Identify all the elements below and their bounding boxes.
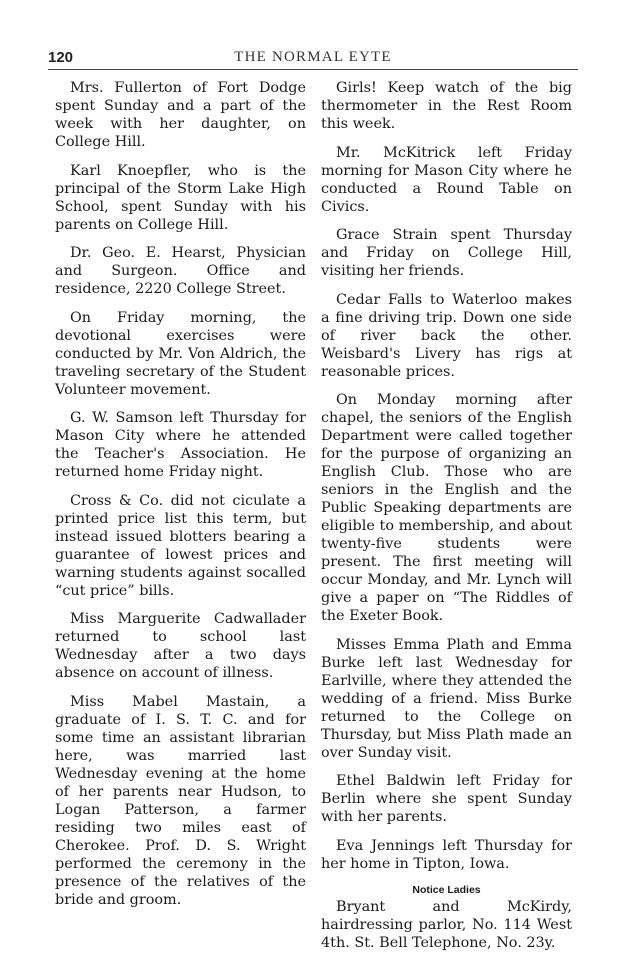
page-header [48,49,578,69]
news-item-baldwin: Ethel Baldwin left Friday for Berlin where she spent Sunday with her parents. [321,773,572,825]
news-item-devotional: On Friday morning, the devotional exercises were conducted by Mr. Von Aldrich, the traveling secretary of the Student Volunteer movement. [55,309,306,398]
news-item-cross-co: Cross & Co. did not ciculate a printed price list this term, but instead issued blotters bearing a guarantee of lowest prices and warning students against socalled “cut price” bills. [55,492,306,599]
right-column [321,79,572,963]
header-rule [48,69,578,70]
news-item-fullerton: Mrs. Fullerton of Fort Dodge spent Sunday and a part of the week with her daughter, on College Hill. [55,80,306,150]
news-item-jennings: Eva Jennings left Thursday for her home in Tipton, Iowa. [321,837,572,872]
news-item-samson: G. W. Samson left Thursday for Mason City where he attended the Teacher's Association. He returned home Friday night. [55,410,306,480]
advert-hearst: Dr. Geo. E. Hearst, Physician and Surgeon. Office and residence, 2220 College Street. [55,245,306,297]
news-item-thermometer: Girls! Keep watch of the big thermometer in the Rest Room this week. [321,80,572,132]
news-item-knoepfler: Karl Knoepfler, who is the principal of the Storm Lake High School, spent Sunday with his parents on College Hill. [55,162,306,233]
news-item-cadwallader: Miss Marguerite Cadwallader returned to school last Wednesday after a two days absence on account of illness. [55,611,306,681]
left-column [55,79,306,919]
notice-heading: Notice Ladies [412,884,481,896]
running-title: THE NORMAL EYTE [234,49,392,65]
news-item-plath-burke: Misses Emma Plath and Emma Burke left last Wednesday for Earlville, where they attended the wedding of a friend. Miss Burke returned to the College on Thursday, but Miss Plath made an over Sunday visit. [321,636,572,761]
news-item-english-club: On Monday morning after chapel, the seniors of the English Department were called together for the purpose of organizing an English Club. Those who are seniors in the English and the Public Speaking departments are eligible to membership, and about twenty-five students were present. The first meeting will occur Monday, and Mr. Lynch will give a paper on “The Riddles of the Exeter Book. [321,392,572,624]
news-item-mckitrick: Mr. McKitrick left Friday morning for Mason City where he conducted a Round Table on Civics. [321,144,572,215]
news-item-strain: Grace Strain spent Thursday and Friday on College Hill, visiting her friends. [321,227,572,279]
advert-livery: Cedar Falls to Waterloo makes a fine driving trip. Down one side of river back the other. Weisbard's Livery has rigs at reasonable prices. [321,291,572,380]
notice-body: Bryant and McKirdy, hairdressing parlor, No. 114 West 4th. St. Bell Telephone, No. 23y. [321,899,572,951]
news-item-mastain: Miss Mabel Mastain, a graduate of I. S. T. C. and for some time an assistant librarian here, was married last Wednesday evening at the home of her parents near Hudson, to Logan Patterson, a farmer residing two miles east of Cherokee. Prof. D. S. Wright performed the ceremony in the presence of the relatives of the bride and groom. [55,693,306,908]
page-number: 120 [48,49,74,66]
